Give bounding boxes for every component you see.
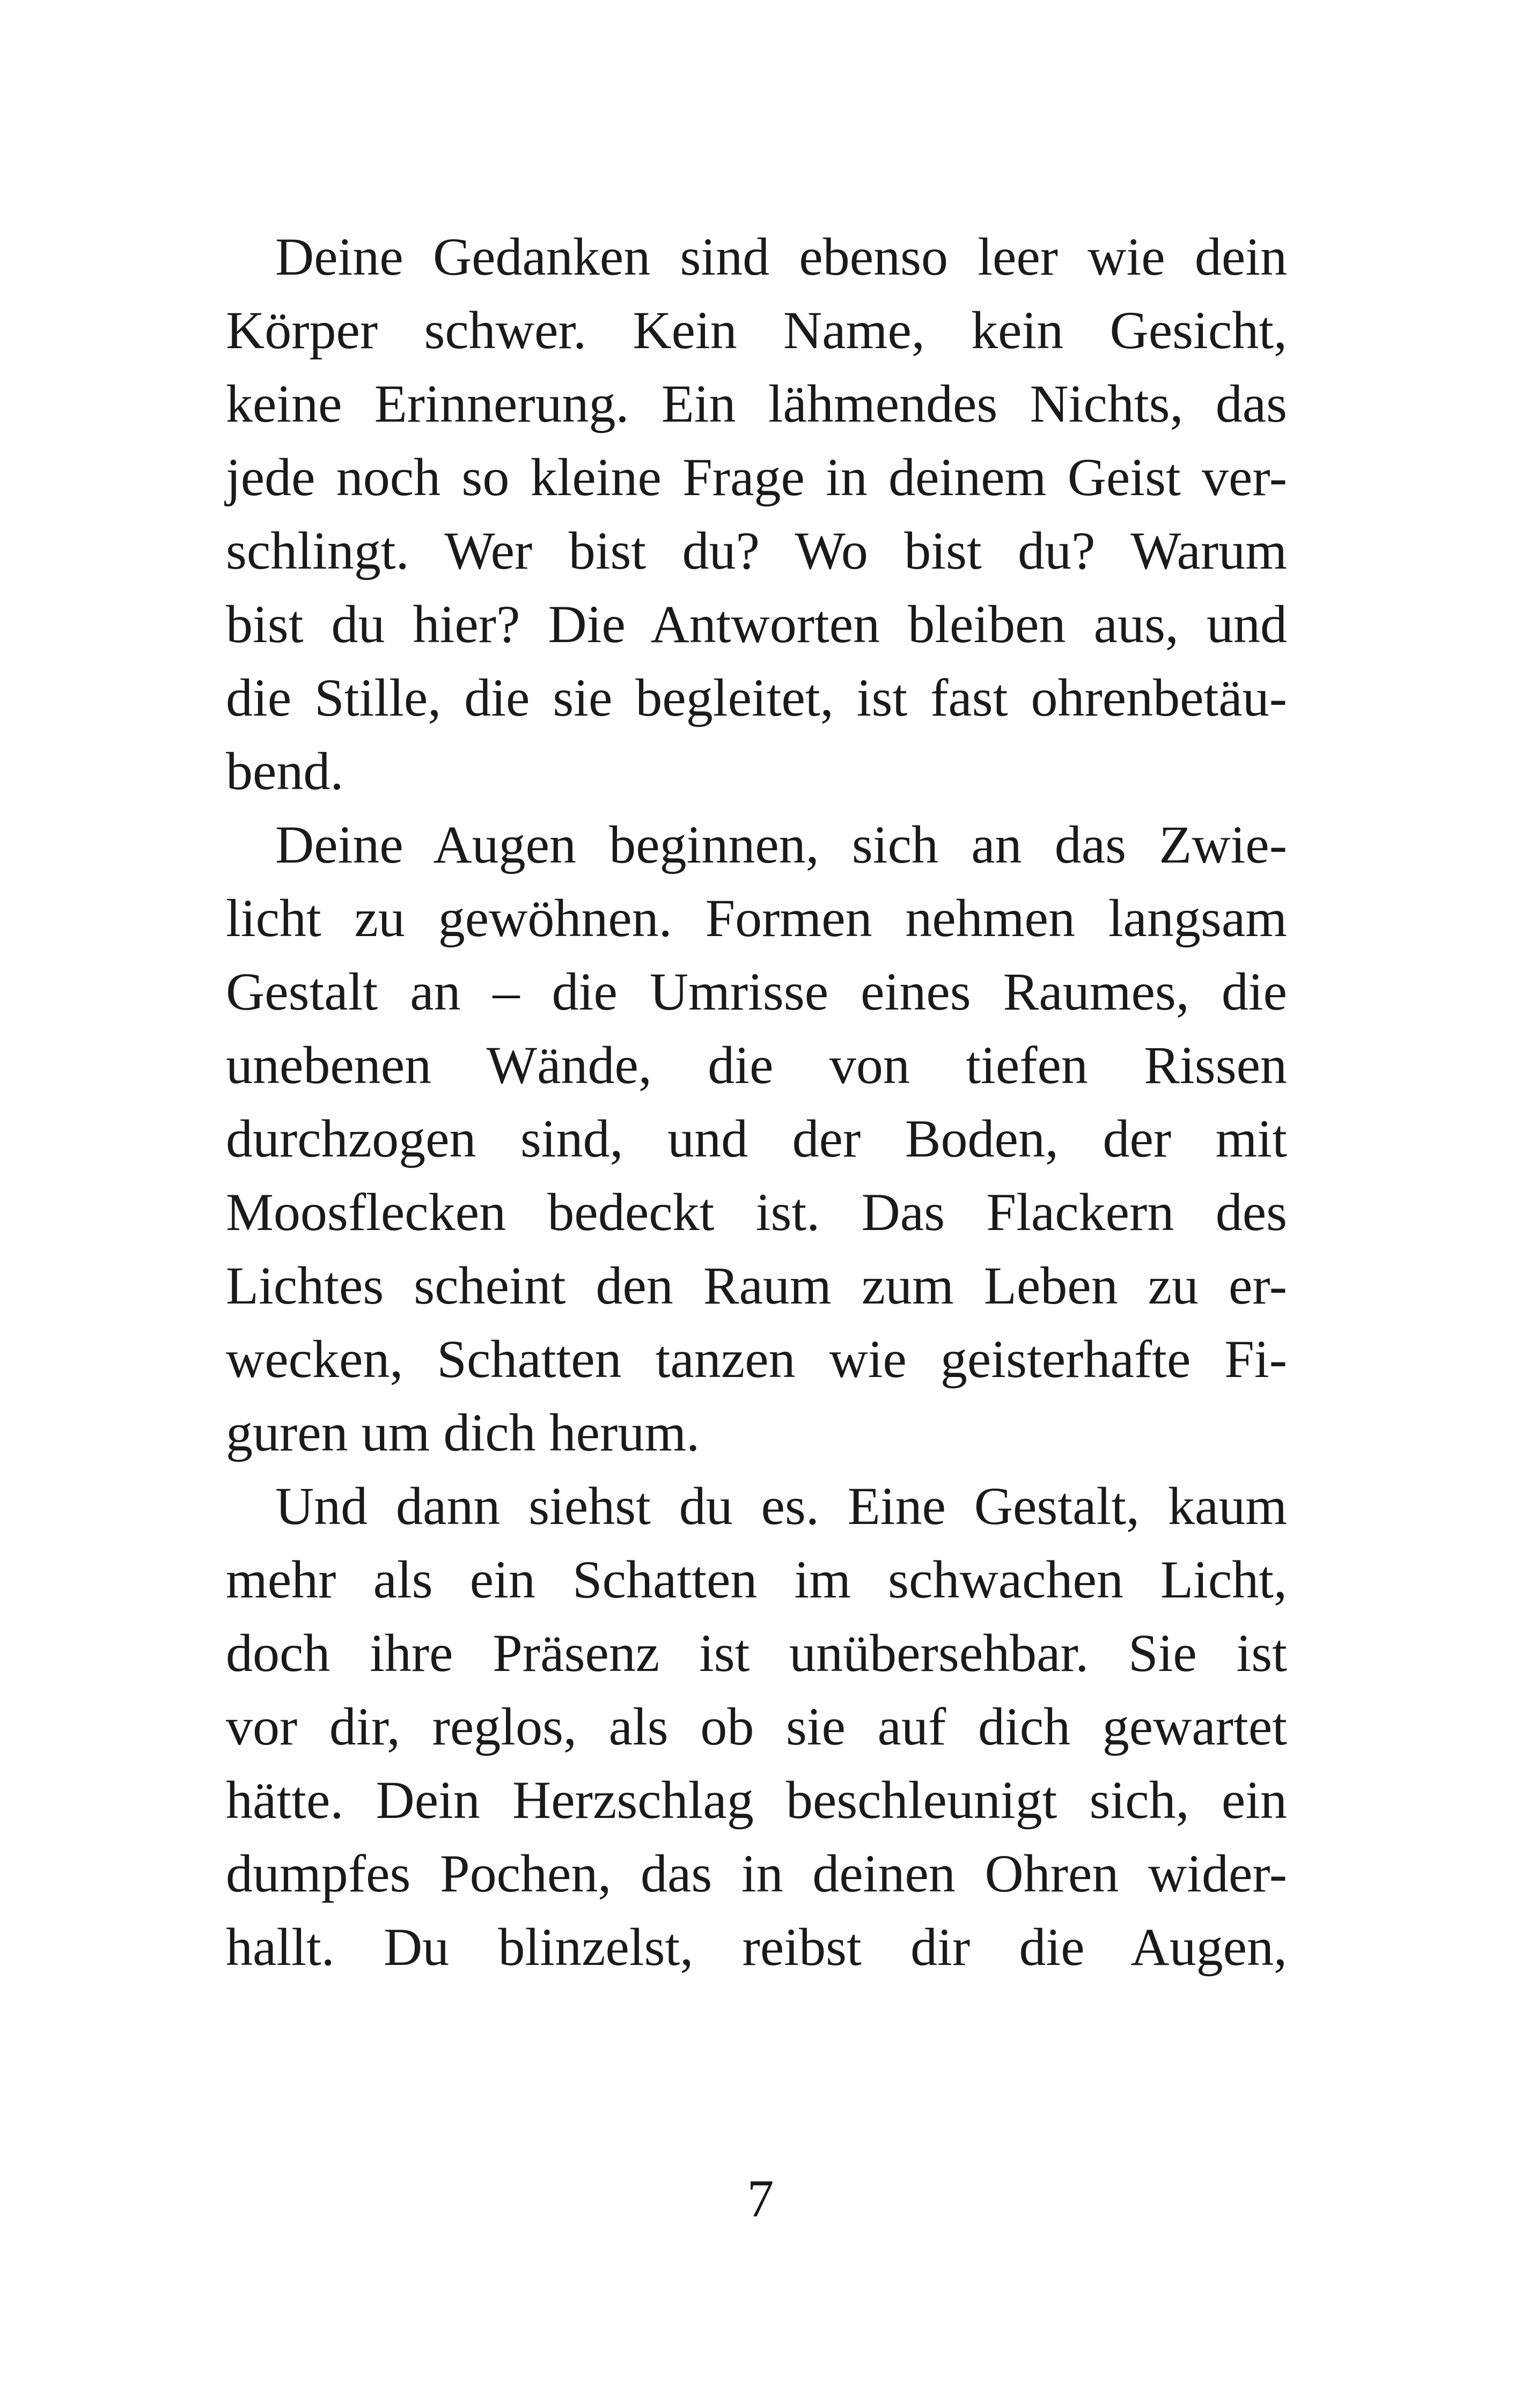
paragraph-2-line-3: Gestalt an – die Umrisse eines Raumes, die <box>226 962 1287 1021</box>
paragraph-2-line-8: wecken, Schatten tanzen wie geisterhafte Fi- <box>226 1329 1287 1389</box>
paragraph-3-line-6: dumpfes Pochen, das in deinen Ohren wider- <box>226 1844 1287 1903</box>
paragraph-1-line-2: Körper schwer. Kein Name, kein Gesicht, <box>226 300 1287 360</box>
paragraph-3-line-7: hallt. Du blinzelst, reibst dir die Augen, <box>226 1917 1287 1977</box>
paragraph-3-line-1: Und dann siehst du es. Eine Gestalt, kaum <box>275 1476 1287 1536</box>
paragraph-1-line-6: bist du hier? Die Antworten bleiben aus, und <box>226 594 1287 654</box>
paragraph-3-line-4: vor dir, reglos, als ob sie auf dich gewartet <box>226 1697 1287 1756</box>
paragraph-3-line-3: doch ihre Präsenz ist unübersehbar. Sie ist <box>226 1623 1287 1683</box>
paragraph-1-line-1: Deine Gedanken sind ebenso leer wie dein <box>275 227 1287 286</box>
paragraph-3-line-2: mehr als ein Schatten im schwachen Licht, <box>226 1550 1287 1609</box>
paragraph-2-line-5: durchzogen sind, und der Boden, der mit <box>226 1109 1287 1168</box>
paragraph-3-line-5: hätte. Dein Herzschlag beschleunigt sich, ein <box>226 1770 1287 1830</box>
paragraph-1-line-7: die Stille, die sie begleitet, ist fast ohrenbetäu- <box>226 668 1287 727</box>
paragraph-2-line-1: Deine Augen beginnen, sich an das Zwie- <box>275 815 1287 874</box>
paragraph-2-line-9: guren um dich herum. <box>226 1403 700 1462</box>
page-number: 7 <box>747 2169 774 2228</box>
paragraph-1-line-4: jede noch so kleine Frage in deinem Geist ver- <box>226 447 1287 507</box>
paragraph-2-line-2: licht zu gewöhnen. Formen nehmen langsam <box>226 888 1287 948</box>
paragraph-2-line-7: Lichtes scheint den Raum zum Leben zu er- <box>226 1256 1287 1315</box>
paragraph-2-line-4: unebenen Wände, die von tiefen Rissen <box>226 1035 1287 1095</box>
paragraph-1-line-8: bend. <box>226 741 344 801</box>
paragraph-1-line-5: schlingt. Wer bist du? Wo bist du? Warum <box>226 521 1287 580</box>
body-text <box>226 220 1287 1984</box>
paragraph-1-line-3: keine Erinnerung. Ein lähmendes Nichts, das <box>226 374 1287 433</box>
paragraph-2-line-6: Moosflecken bedeckt ist. Das Flackern des <box>226 1182 1287 1242</box>
